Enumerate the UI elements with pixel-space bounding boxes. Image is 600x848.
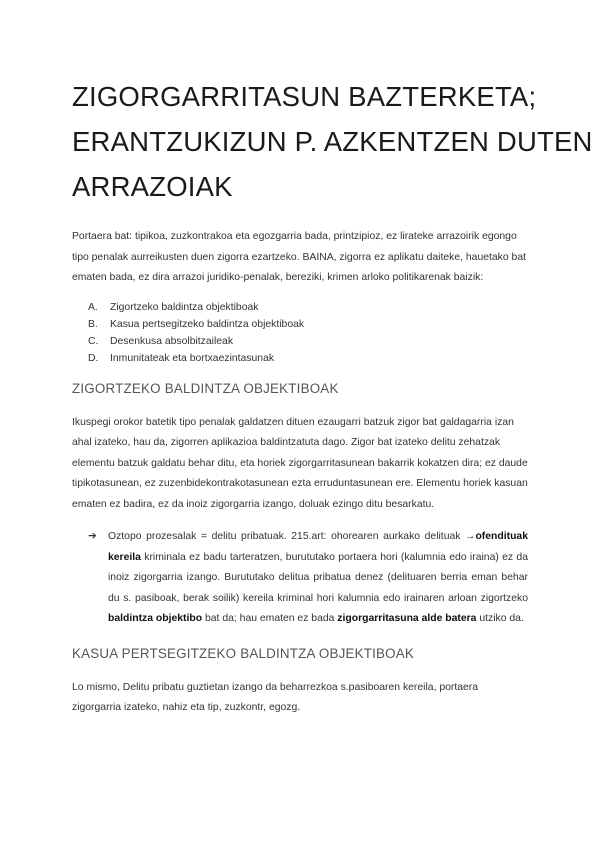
topic-label: Inmunitateak eta bortxaezintasunak xyxy=(110,352,275,364)
topic-label: Zigortzeko baldintza objektiboak xyxy=(110,301,259,313)
intro-paragraph: Portaera bat: tipikoa, zuzkontrakoa eta egozgarria bada, printzipioz, ez lirateke arrazoirik egongo tipo penalak aurreikusten duen zigorra ezartzeko. BAINA, zigorra ez aplikatu daiteke, hauetako bat ematen bada, ez dira arrazoi juridiko-penalak, bereziki, krimen arloko politikarenak baizik: xyxy=(72,231,526,283)
title-line-2: ERANTZUKIZUN P. AZKENTZEN DUTEN xyxy=(72,126,593,157)
bullet-text-2: kriminala ez badu tarteratzen, burututako portaera hori (kalumnia edo iraina) ez da inoiz zigorgarria izango. Burututako delitua pribatua denez (delituaren berria eman behar du s. pasiboak, berak soilik) kereila kriminal hori kalumnia edo irainaren arloan zigortzeko xyxy=(108,551,528,604)
topic-marker: A. xyxy=(88,301,98,313)
topic-label: Kasua pertsegitzeko baldintza objektiboak xyxy=(110,318,305,330)
bullet-item xyxy=(88,527,528,630)
topic-item xyxy=(72,299,528,316)
section-2-body: Lo mismo, Delitu pribatu guztietan izango da beharrezkoa s.pasiboaren kereila, portaera zigorgarria izateko, nahiz eta tip, zuzkontr, egozg. xyxy=(72,681,479,713)
section-1-body: Ikuspegi orokor batetik tipo penalak galdatzen dituen ezaugarri batzuk zigor bat galdagarria izan ahal izateko, hau da, zigorren aplikazioa baldintzatuta dago. Zigor bat izateko delitu zehatzak elementu batzuk galdatu behar ditu, eta horiek zigorgarritasunean bakarrik kokatzen dira; ez daude tipikotasunean, ez zuzenbidekontrakotasunean ezta erruduntasunean ere. Elementu horiek kasuan ematen ez badira, ez da inoiz zigorgarria izango, doluak ezingo ditu besarkatu. xyxy=(72,416,528,510)
topic-item xyxy=(72,316,528,333)
topics-list xyxy=(72,299,528,367)
section-heading-2: KASUA PERTSEGITZEKO BALDINTZA OBJEKTIBOAK xyxy=(72,645,415,661)
bullet-text-1: Oztopo prozesalak = delitu pribatuak. 215.art: ohorearen aurkako delituak → xyxy=(108,531,476,542)
section-heading-1: ZIGORTZEKO BALDINTZA OBJEKTIBOAK xyxy=(72,380,339,396)
topic-marker: D. xyxy=(88,352,99,364)
topic-label: Desenkusa absolbitzaileak xyxy=(110,335,234,347)
bullet-bold-1: ofendituak kereila xyxy=(108,531,528,563)
bullet-paragraph xyxy=(108,527,528,630)
document-page xyxy=(72,74,593,719)
document-title xyxy=(72,74,593,209)
topic-item xyxy=(72,333,528,350)
bullet-text-3: bat da; hau ematen ez bada xyxy=(202,613,338,624)
title-line-1: ZIGORGARRITASUN BAZTERKETA; xyxy=(72,81,537,112)
bullet-bold-3: zigorgarritasuna alde batera xyxy=(337,613,477,624)
topic-marker: B. xyxy=(88,318,98,330)
topic-item xyxy=(72,350,528,367)
title-line-3: ARRAZOIAK xyxy=(72,171,233,202)
topic-marker: C. xyxy=(88,335,99,347)
bullet-text-4: utziko da. xyxy=(476,613,524,624)
arrow-bullet-icon: ➔ xyxy=(88,531,97,542)
bullet-bold-2: baldintza objektibo xyxy=(108,613,203,624)
